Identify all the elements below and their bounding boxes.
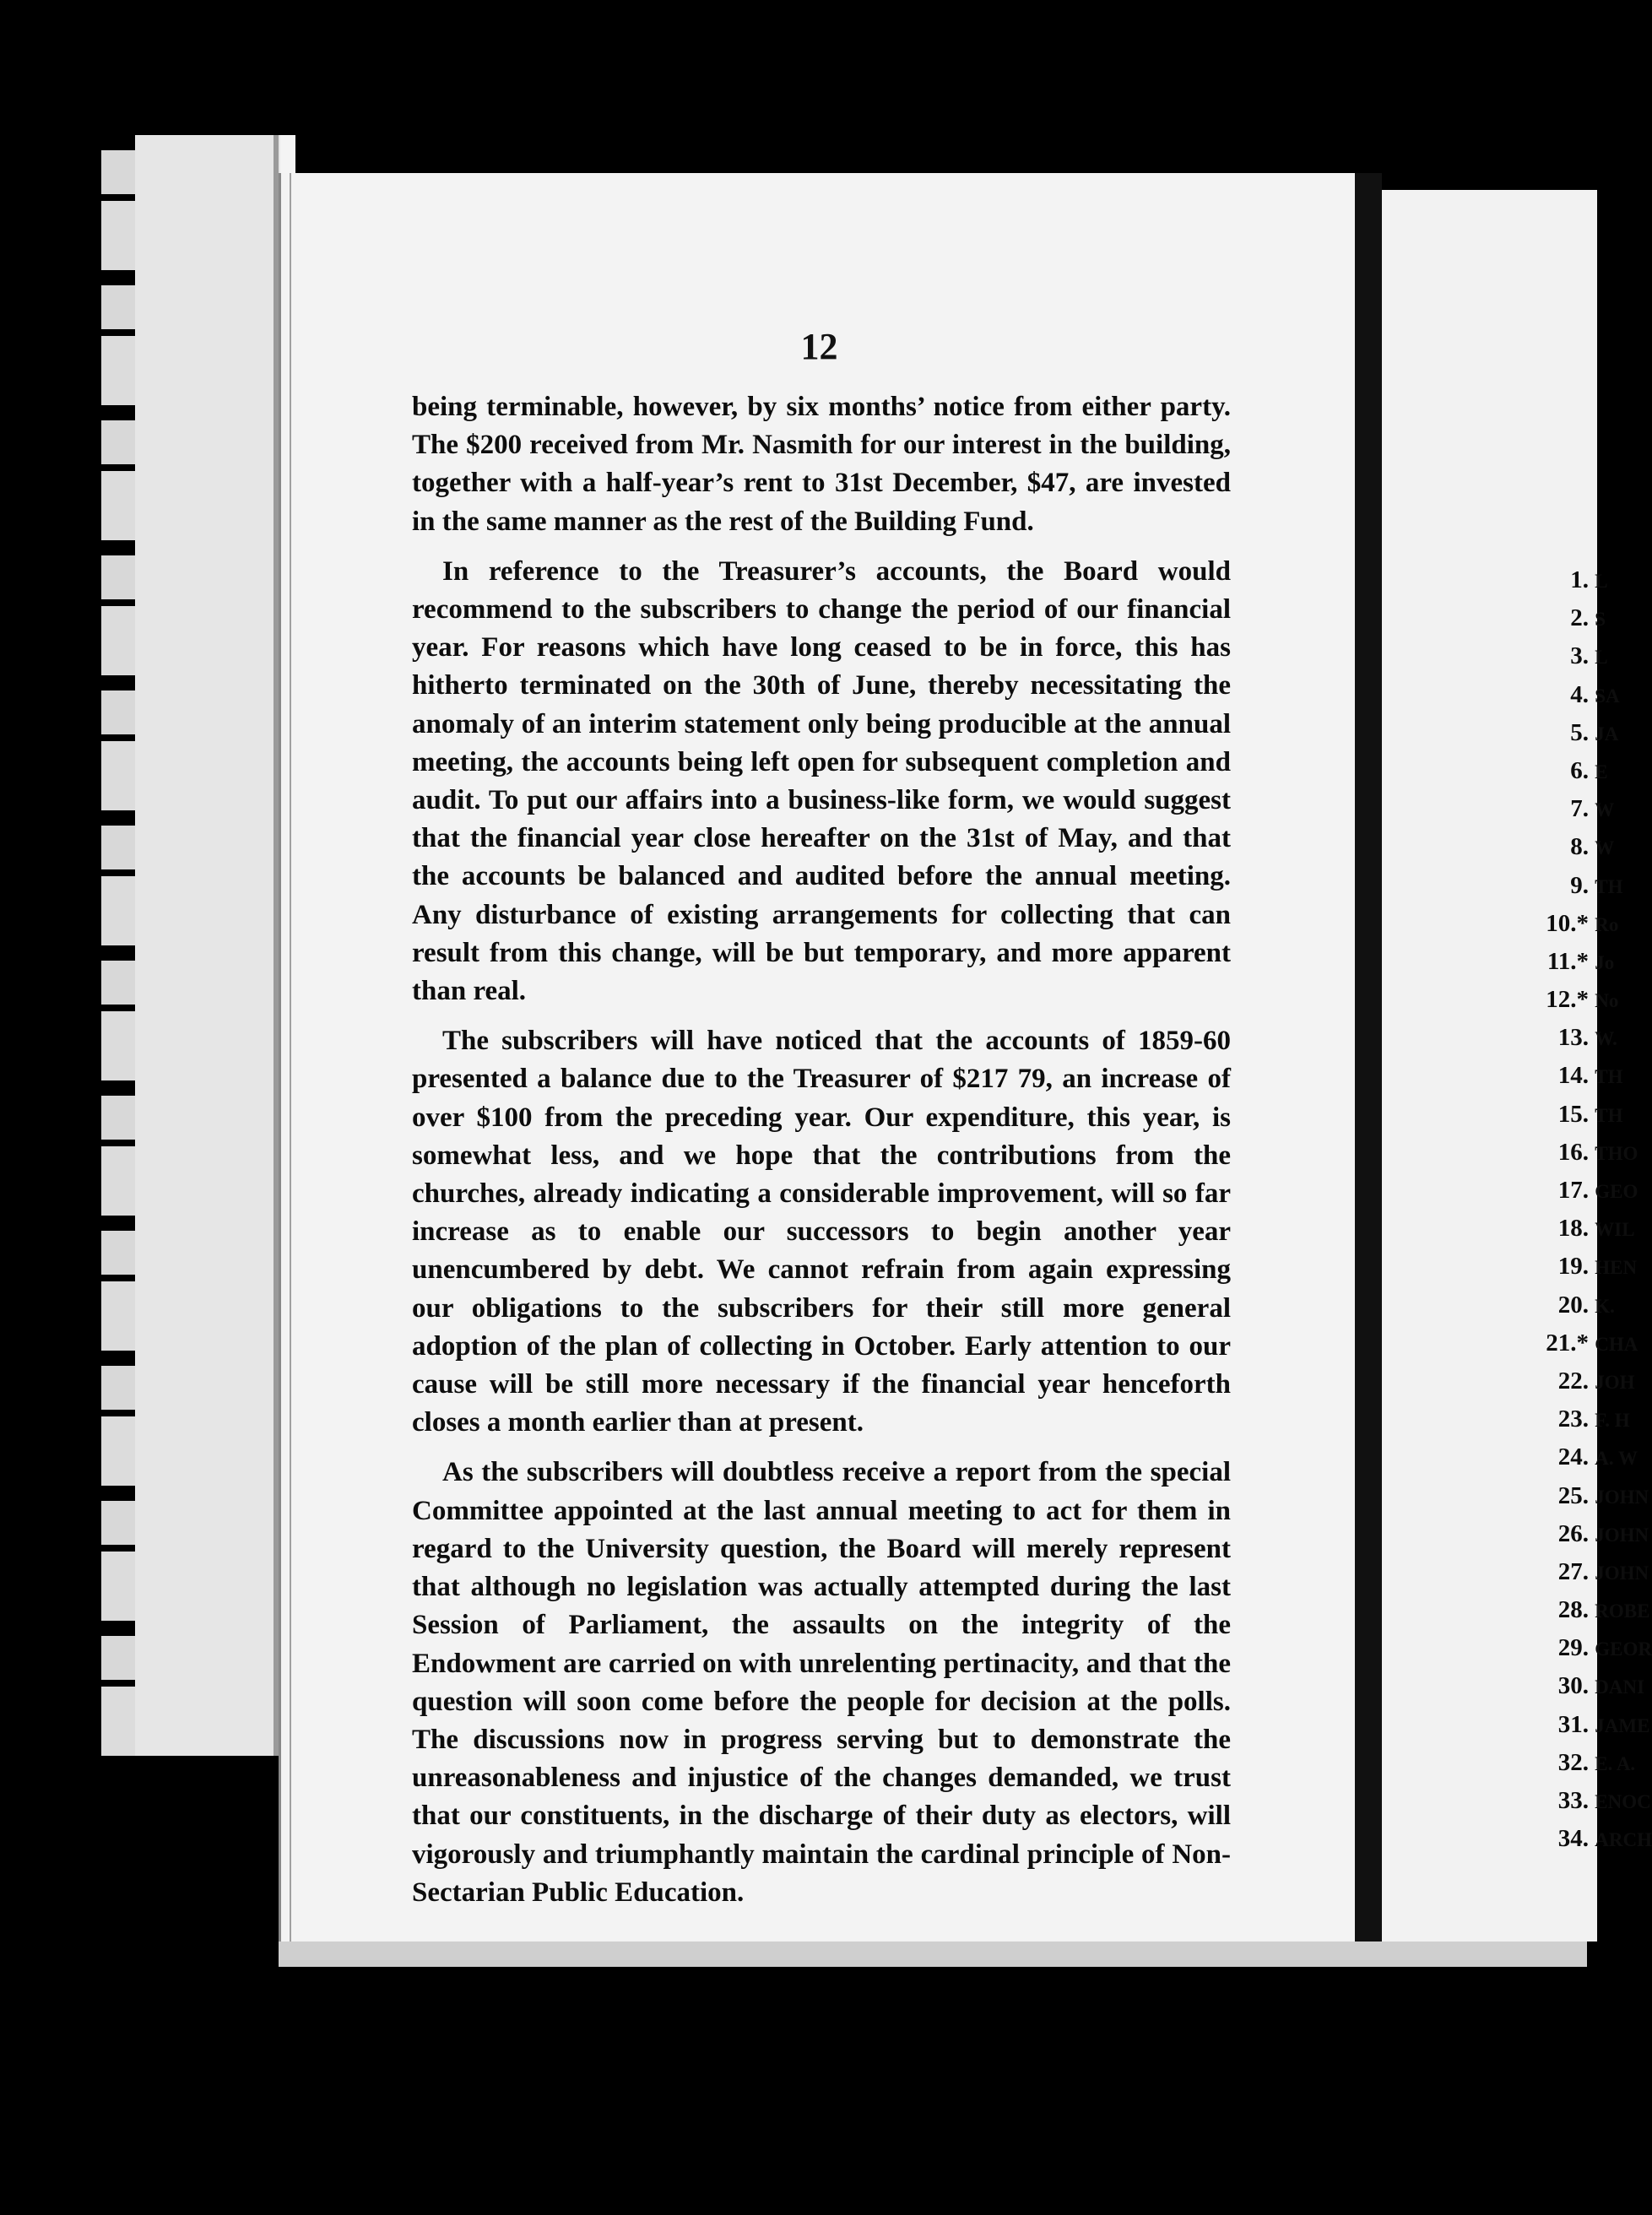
list-item xyxy=(1521,1477,1649,1515)
list-item xyxy=(1521,1553,1649,1591)
list-item-number: 10.* xyxy=(1546,909,1589,937)
list-item xyxy=(1521,867,1623,905)
list-item-number: 8. xyxy=(1570,833,1589,861)
list-item-number: 24. xyxy=(1557,1443,1589,1471)
list-item-name: E. A. xyxy=(1595,1752,1636,1774)
list-item xyxy=(1521,1438,1638,1476)
list-item xyxy=(1521,1782,1651,1820)
list-item-name: ENOC xyxy=(1595,1791,1651,1812)
list-item-number: 11.* xyxy=(1546,947,1589,975)
list-item-number: 15. xyxy=(1557,1100,1589,1128)
list-item-number: 7. xyxy=(1570,795,1589,823)
list-item-number: 6. xyxy=(1570,756,1589,784)
torn-edge xyxy=(101,135,135,1756)
list-item xyxy=(1521,1629,1652,1667)
list-item-name: JOHN xyxy=(1595,1486,1649,1508)
list-item xyxy=(1521,828,1615,866)
list-item-number: 29. xyxy=(1557,1634,1589,1662)
list-item xyxy=(1521,1134,1638,1172)
list-item xyxy=(1521,1286,1615,1324)
list-item xyxy=(1521,943,1615,981)
list-item-number: 16. xyxy=(1557,1138,1589,1166)
list-item-name: No xyxy=(1595,990,1619,1012)
list-item-number: 30. xyxy=(1557,1672,1589,1700)
paragraph: being terminable, however, by six months’ notice from either party. The $200 received from Mr. Nasmith for our interest in the building, together with a half-year’s rent to 31st December, $47, are invested in the same manner as the rest of the Building Fund. xyxy=(412,392,1231,537)
body-text xyxy=(412,388,1231,1924)
list-item-name: JA xyxy=(1595,723,1619,745)
list-item-name: TH xyxy=(1595,1066,1623,1088)
list-item-name: ARCH xyxy=(1595,1829,1652,1851)
list-item-name: HEN xyxy=(1595,1257,1638,1279)
list-item-number: 32. xyxy=(1557,1748,1589,1776)
list-item xyxy=(1521,1019,1617,1057)
list-item-name: WIL xyxy=(1595,1219,1635,1241)
list-item xyxy=(1521,1057,1623,1095)
list-item xyxy=(1521,1515,1649,1553)
list-item-name: ROBE xyxy=(1595,1600,1650,1622)
list-item-number: 9. xyxy=(1570,871,1589,899)
list-item-number: 25. xyxy=(1557,1481,1589,1509)
adjacent-page-edge-left xyxy=(101,135,295,1756)
list-item xyxy=(1521,1820,1652,1858)
list-item-number: 3. xyxy=(1570,642,1589,670)
list-item xyxy=(1521,1591,1650,1629)
list-item xyxy=(1521,1172,1638,1210)
numbered-list xyxy=(1521,561,1652,1858)
list-item-name: Ro xyxy=(1595,913,1619,935)
list-item-number: 17. xyxy=(1557,1177,1589,1204)
list-item-name: TH xyxy=(1595,1104,1623,1126)
list-item-number: 26. xyxy=(1557,1519,1589,1547)
list-item-number: 13. xyxy=(1557,1024,1589,1052)
list-item xyxy=(1521,676,1620,714)
list-item-name: CHA xyxy=(1595,1333,1638,1355)
list-item-number: 18. xyxy=(1557,1215,1589,1243)
list-item-number: 2. xyxy=(1570,604,1589,632)
list-item xyxy=(1521,1706,1650,1744)
list-item-name: JAME xyxy=(1595,1714,1650,1736)
list-item xyxy=(1521,1324,1638,1362)
book-gutter xyxy=(1355,173,1382,1942)
list-item xyxy=(1521,752,1606,790)
list-item-number: 23. xyxy=(1557,1405,1589,1433)
list-item-number: 4. xyxy=(1570,680,1589,708)
list-item-number: 12.* xyxy=(1546,986,1589,1014)
list-item-number: 31. xyxy=(1557,1710,1589,1738)
paragraph: As the subscribers will doubtless receive a report from the special Committee appointed at the last annual meeting to act for them in regard to the University question, the Board will merely represent that although no legislation was actually attempted during the last Session of Parliament, the assaults on the integrity of the Endowment are carried on with unrelenting pertinacity, and that the question will soon come before the people for decision at the polls. The discussions now in progress serving but to demonstrate the unreasonableness and injustice of the changes demanded, we trust that our constituents, in the discharge of their duty as electors, will vigorously and triumphantly maintain the cardinal principle of Non-Sectarian Public Education. xyxy=(412,1457,1231,1908)
list-item-name: GEO xyxy=(1595,1181,1638,1202)
list-item-name: Jo xyxy=(1595,951,1615,973)
list-item xyxy=(1521,790,1615,828)
list-item-name: THO xyxy=(1595,1142,1638,1164)
list-item-number: 33. xyxy=(1557,1787,1589,1814)
list-item xyxy=(1521,714,1619,752)
paragraph: In reference to the Treasurer’s accounts, the Board would recommend to the subscribers to change the period of our financial year. For reasons which have long ceased to be in force, this has hitherto terminated on the 30th of June, thereby necessitating the anomaly of an interim statement only being producible at the annual meeting, the accounts being left open for subsequent completion and audit. To put our affairs into a business-like form, we would suggest that the financial year close hereafter on the 31st of May, and that the accounts be balanced and audited before the annual meeting. Any disturbance of existing arrangements for collecting that can result from this change, will be but temporary, and more apparent than real. xyxy=(412,555,1231,1007)
list-item-name: W xyxy=(1595,837,1615,859)
list-item-number: 34. xyxy=(1557,1825,1589,1853)
page-number: 12 xyxy=(800,326,838,367)
list-item-name: K. xyxy=(1595,1295,1615,1317)
list-item-name: L xyxy=(1595,647,1608,669)
list-item-name: TH xyxy=(1595,875,1623,897)
list-item-number: 22. xyxy=(1557,1367,1589,1395)
list-item xyxy=(1521,1248,1638,1286)
list-item xyxy=(1521,1210,1635,1248)
page-bottom-edge xyxy=(279,1942,1587,1967)
list-item-name: GEOR xyxy=(1595,1638,1652,1660)
list-item-number: 14. xyxy=(1557,1062,1589,1090)
list-item-name: JOH xyxy=(1595,1371,1635,1393)
list-item-number: 19. xyxy=(1557,1253,1589,1281)
facing-page xyxy=(1382,190,1652,1942)
list-item xyxy=(1521,599,1606,637)
list-item xyxy=(1521,561,1606,599)
list-item-name: W xyxy=(1595,799,1615,821)
page-inner-rule xyxy=(290,173,291,1942)
list-item xyxy=(1521,981,1619,1019)
paragraph: The subscribers will have noticed that the accounts of 1859-60 presented a balance due to the Treasurer of $217 79, an increase of over $100 from the preceding year. Our expenditure, this year, is somewhat less, and we hope that the contributions from the churches, already indicating a considerable improvement, will so far increase as to enable our successors to begin another year unencumbered by debt. We cannot refrain from again expressing our obligations to the subscribers for their still more general adoption of the plan of collecting in October. Early attention to our cause will be still more necessary if the financial year henceforth closes a month earlier than at present. xyxy=(412,1026,1231,1438)
list-item xyxy=(1521,637,1606,675)
list-item xyxy=(1521,1400,1630,1438)
list-item xyxy=(1521,1667,1645,1705)
list-item xyxy=(1521,1744,1636,1782)
list-item-name: A. W xyxy=(1595,1448,1638,1470)
list-item-number: 27. xyxy=(1557,1557,1589,1585)
list-item-name: JOHN xyxy=(1595,1524,1649,1546)
list-item-name: L xyxy=(1595,571,1608,592)
list-item-name: W. xyxy=(1595,1028,1617,1050)
list-item-name: JOHN xyxy=(1595,1562,1649,1584)
list-item-number: 1. xyxy=(1570,566,1589,593)
list-item-name: DANI xyxy=(1595,1676,1645,1698)
list-item-name: E xyxy=(1595,761,1608,783)
list-item xyxy=(1521,1096,1623,1134)
list-item-number: 5. xyxy=(1570,718,1589,746)
list-item-number: 20. xyxy=(1557,1291,1589,1319)
list-item-name: SA xyxy=(1595,685,1620,707)
list-item-name: S xyxy=(1595,609,1606,631)
list-item-number: 28. xyxy=(1557,1596,1589,1624)
list-item xyxy=(1521,1362,1635,1400)
list-item-name: F. H xyxy=(1595,1410,1630,1432)
list-item-number: 21.* xyxy=(1546,1329,1589,1357)
list-item xyxy=(1521,905,1619,943)
document-page xyxy=(279,173,1357,1942)
